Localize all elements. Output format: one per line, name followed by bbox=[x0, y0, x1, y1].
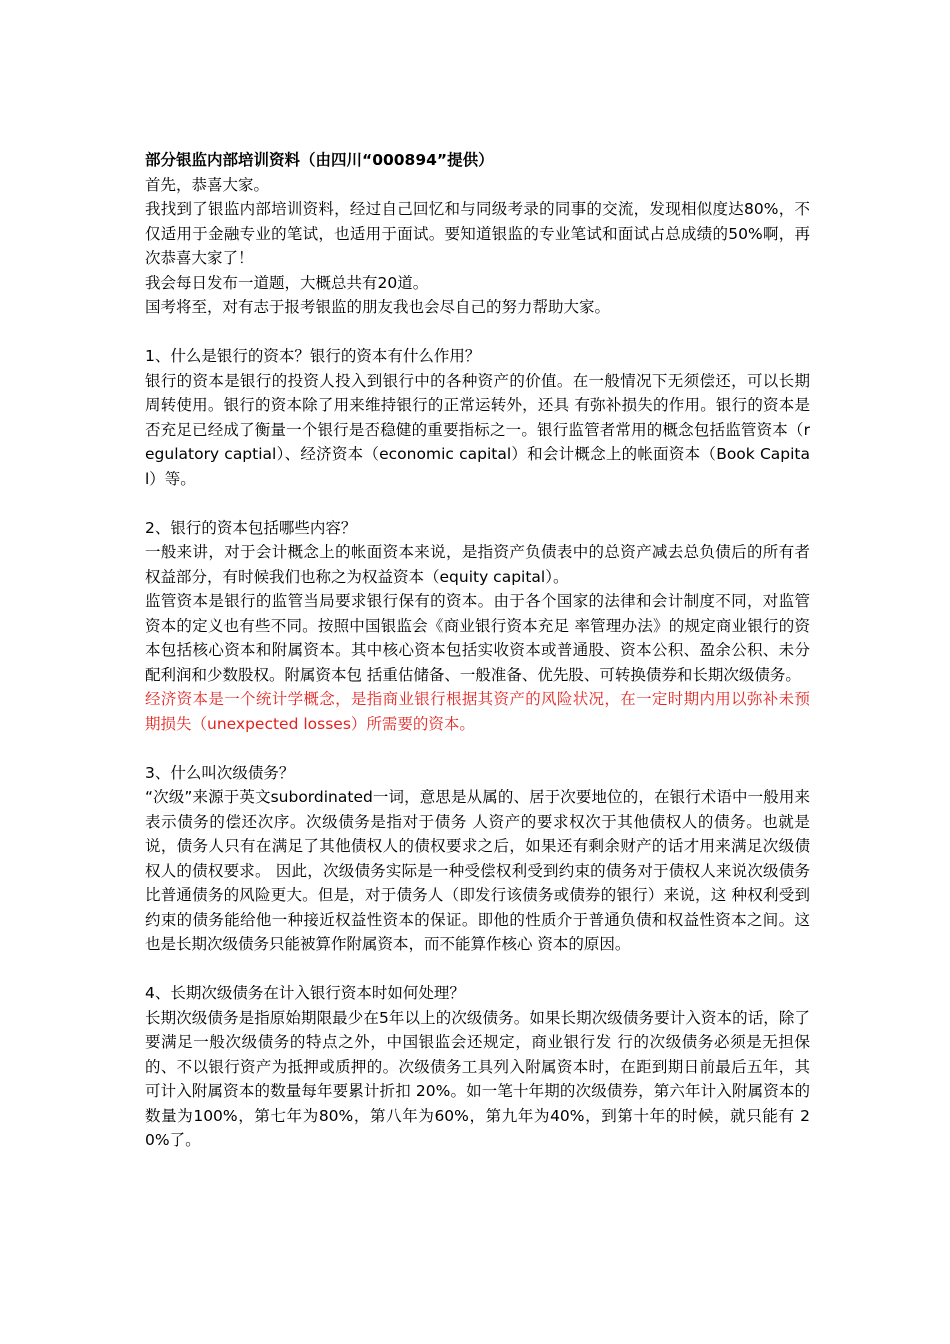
answer-2-paragraph: 一般来讲，对于会计概念上的帐面资本来说，是指资产负债表中的总资产减去总负债后的所有者权益部分，有时候我们也称之为权益资本（equity capital）。 bbox=[145, 543, 810, 586]
answer-3-paragraph: “次级”来源于英文subordinated一词，意思是从属的、居于次要地位的，在银行术语中一般用来表示债务的偿还次序。次级债务是指对于债务 人资产的要求权次于其他债权人的债务。也就是说，债务人只有在满足了其他债权人的债权要求之后，如果还有剩余财产的话才用来满足次级债权人的债权要求。 因此，次级债务实际是一种受偿权利受到约束的债务对于债权人来说次级债务比普通债务的风险更大。但是，对于债务人（即发行该债务或债券的银行）来说，这 种权利受到约束的债务能给他一种接近权益性资本的保证。即他的性质介于普通负债和权益性资本之间。这也是长期次级债务只能被算作附属资本，而不能算作核心 资本的原因。 bbox=[145, 788, 810, 953]
spacer bbox=[145, 320, 810, 345]
document-page bbox=[145, 148, 810, 1153]
document-title: 部分银监内部培训资料（由四川“000894”提供） bbox=[145, 151, 494, 169]
spacer bbox=[145, 491, 810, 516]
answer-4-paragraph: 长期次级债务是指原始期限最少在5年以上的次级债务。如果长期次级债务要计入资本的话，除了要满足一般次级债务的特点之外，中国银监会还规定，商业银行发 行的次级债务必须是无担保的、不以银行资产为抵押或质押的。次级债务工具列入附属资本时，在距到期日前最后五年，其可计入附属资本的数量每年要累计折扣 20%。如一笔十年期的次级债券，第六年计入附属资本的数量为100%，第七年为80%，第八年为60%，第九年为40%，到第十年的时候，就只能有 20%了。 bbox=[145, 1008, 810, 1149]
question-1: 1、什么是银行的资本？银行的资本有什么作用？ bbox=[145, 347, 481, 365]
spacer bbox=[145, 736, 810, 761]
answer-1-paragraph: 银行的资本是银行的投资人投入到银行中的各种资产的价值。在一般情况下无须偿还，可以长期周转使用。银行的资本除了用来维持银行的正常运转外，还具 有弥补损失的作用。银行的资本是否充足已经成了衡量一个银行是否稳健的重要指标之一。银行监管者常用的概念包括监管资本（regulatory captial）、经济资本（economic capital）和会计概念上的帐面资本（Book Capital）等。 bbox=[145, 371, 810, 488]
intro-paragraph: 我找到了银监内部培训资料，经过自己回忆和与同级考录的同事的交流，发现相似度达80%，不仅适用于金融专业的笔试，也适用于面试。要知道银监的专业笔试和面试占总成绩的50%啊，再次恭喜大家了！ bbox=[145, 200, 810, 267]
question-4: 4、长期次级债务在计入银行资本时如何处理？ bbox=[145, 984, 465, 1002]
spacer bbox=[145, 957, 810, 982]
question-3: 3、什么叫次级债务？ bbox=[145, 763, 295, 782]
intro-line: 国考将至，对有志于报考银监的朋友我也会尽自己的努力帮助大家。 bbox=[145, 298, 611, 316]
intro-line: 我会每日发布一道题，大概总共有20道。 bbox=[145, 273, 429, 292]
answer-2-highlight: 经济资本是一个统计学概念，是指商业银行根据其资产的风险状况，在一定时期内用以弥补未预期损失（unexpected losses）所需要的资本。 bbox=[145, 690, 810, 733]
question-2: 2、银行的资本包括哪些内容？ bbox=[145, 518, 357, 537]
answer-2-paragraph: 监管资本是银行的监管当局要求银行保有的资本。由于各个国家的法律和会计制度不同，对监管资本的定义也有些不同。按照中国银监会《商业银行资本充足 率管理办法》的规定商业银行的资本包括核心资本和附属资本。其中核心资本包括实收资本或普通股、资本公积、盈余公积、未分配利润和少数股权。附属资本包 括重估储备、一般准备、优先股、可转换债券和长期次级债务。 bbox=[145, 592, 810, 684]
intro-line: 首先，恭喜大家。 bbox=[145, 175, 270, 194]
